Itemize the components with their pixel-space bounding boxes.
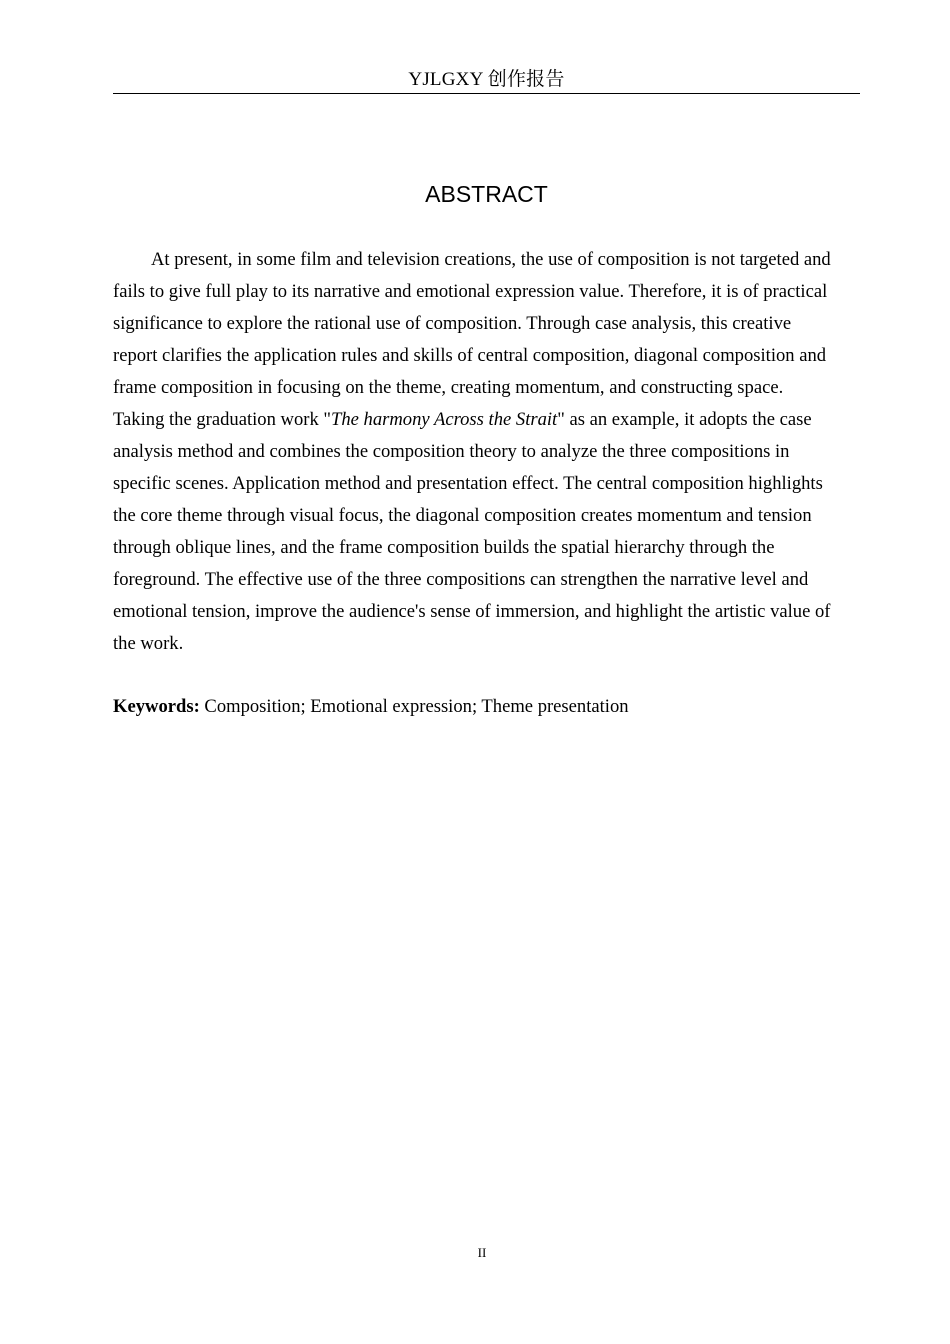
abstract-line: the core theme through visual focus, the diagonal composition creates momentum and tension — [113, 505, 812, 526]
abstract-line: the work. — [113, 633, 184, 654]
keywords — [113, 691, 860, 723]
page-header — [113, 66, 860, 94]
abstract-line: analysis method and combines the composition theory to analyze the three compositions in — [113, 441, 790, 462]
keywords-label: Keywords: — [113, 696, 200, 717]
abstract-line: through oblique lines, and the frame composition builds the spatial hierarchy through the — [113, 537, 775, 558]
work-title: The harmony Across the Strait — [331, 409, 558, 430]
abstract-line: significance to explore the rational use of composition. Through case analysis, this creative — [113, 313, 792, 334]
abstract-line: specific scenes. Application method and presentation effect. The central composition highlights — [113, 473, 823, 494]
abstract-line: fails to give full play to its narrative and emotional expression value. Therefore, it is of practical — [113, 281, 828, 302]
abstract-line: frame composition in focusing on the theme, creating momentum, and constructing space. — [113, 377, 784, 398]
keywords-value: Composition; Emotional expression; Theme presentation — [199, 696, 629, 717]
abstract-text: " as an example, it adopts the case — [557, 409, 812, 430]
abstract-line: emotional tension, improve the audience's sense of immersion, and highlight the artistic value of — [113, 601, 831, 622]
abstract-line: report clarifies the application rules and skills of central composition, diagonal composition and — [113, 345, 827, 366]
abstract-text: Taking the graduation work " — [113, 409, 331, 430]
abstract-line: foreground. The effective use of the three compositions can strengthen the narrative level and — [113, 569, 809, 590]
abstract-title: ABSTRACT — [425, 181, 548, 207]
abstract-line: At present, in some film and television creations, the use of composition is not targeted and — [151, 249, 831, 270]
page-number: II — [477, 1245, 487, 1260]
abstract-line-with-work-title — [113, 404, 860, 436]
header-text: YJLGXY 创作报告 — [408, 69, 565, 90]
abstract-body — [113, 244, 860, 660]
